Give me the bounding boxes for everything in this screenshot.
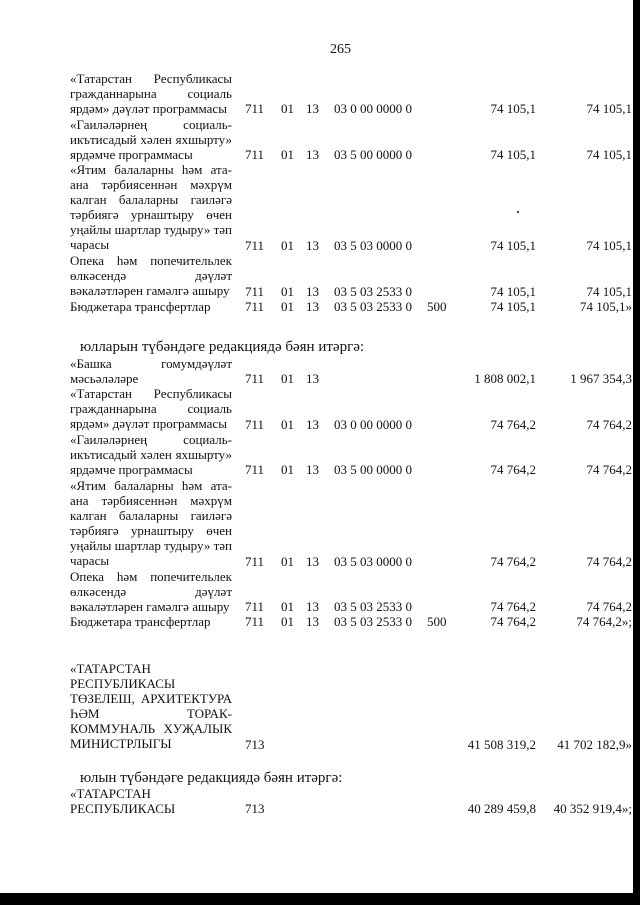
row-name-line: ярдәм» дәүләт программасы — [70, 101, 227, 116]
bottom-scan-edge — [0, 893, 640, 905]
amount-year-2: 74 764,2»; — [576, 614, 632, 630]
subsection-code: 13 — [306, 599, 319, 615]
amount-year-2: 74 105,1 — [586, 238, 632, 254]
row-name-line: гражданнарына социаль — [70, 86, 232, 101]
row-name-line: икътисадый хәлен яхшырту» — [70, 447, 232, 462]
row-name-line: уңайлы шартлар тудыру» тәп — [70, 537, 232, 553]
row-name — [70, 478, 232, 568]
row-name-line: КОММУНАЛЬ ХУҖАЛЫК — [70, 721, 232, 736]
row-name — [70, 162, 232, 252]
row-name — [70, 299, 232, 314]
row-name-line: МИНИСТРЛЫГЫ — [70, 736, 172, 751]
row-name-line: «ТАТАРСТАН — [70, 786, 151, 801]
expense-type-code: 500 — [427, 614, 447, 630]
section-heading: юлын түбәндәге редакциядә бәян итәргә: — [80, 770, 343, 786]
section-code: 01 — [281, 553, 294, 569]
section-code: 01 — [281, 371, 294, 387]
amount-year-2: 74 105,1 — [586, 101, 632, 117]
target-code: 03 5 00 0000 0 — [334, 462, 412, 478]
amount-year-2: 74 105,1 — [586, 283, 632, 299]
row-name-line: «Ятим балаларны һәм ата- — [70, 162, 232, 178]
page-number: 265 — [330, 42, 351, 57]
section-heading: юлларын түбәндәге редакциядә бәян итәргә: — [80, 339, 365, 355]
row-name-line: Опека һәм попечительлек — [70, 253, 232, 269]
section-code: 01 — [281, 599, 294, 615]
row-name-line: ТӨЗЕЛЕШ, АРХИТЕКТУРА — [70, 691, 232, 706]
row-name-line: вәкаләтләрен гамәлгә ашыру — [70, 283, 230, 299]
row-name-line: калган балаларны гаиләгә — [70, 507, 232, 523]
subsection-code: 13 — [306, 238, 319, 254]
ministry-code: 711 — [245, 299, 265, 314]
subsection-code: 13 — [306, 101, 319, 117]
section-code: 01 — [281, 462, 294, 478]
subsection-code: 13 — [306, 462, 319, 478]
amount-year-2: 1 967 354,3 — [570, 371, 632, 387]
section-code: 01 — [281, 614, 294, 630]
row-name — [70, 117, 232, 162]
section-code: 01 — [281, 416, 294, 432]
ministry-code: 711 — [245, 238, 265, 254]
target-code: 03 5 03 2533 0 — [334, 299, 412, 314]
amount-year-2: 40 352 919,4»; — [553, 801, 632, 817]
amount-year-2: 74 764,2 — [586, 462, 632, 478]
section-code: 01 — [281, 299, 294, 314]
section-code: 01 — [281, 238, 294, 254]
subsection-code: 13 — [306, 299, 319, 314]
scan-mark — [517, 211, 519, 213]
subsection-code: 13 — [306, 146, 319, 162]
amount-year-2: 74 105,1 — [586, 146, 632, 162]
row-name-line: гражданнарына социаль — [70, 401, 232, 417]
subsection-code: 13 — [306, 416, 319, 432]
amount-year-2: 74 105,1» — [580, 299, 632, 314]
amount-year-1: 74 105,1 — [490, 299, 536, 314]
row-name — [70, 356, 232, 386]
amount-year-2: 74 764,2 — [586, 599, 632, 615]
amount-year-1: 74 764,2 — [490, 614, 536, 630]
row-name-line: калган балаларны гаиләгә — [70, 192, 232, 208]
ministry-code: 711 — [245, 283, 265, 299]
ministry-code: 711 — [245, 462, 265, 478]
target-code: 03 5 03 2533 0 — [334, 614, 412, 630]
row-name-line: уңайлы шартлар тудыру» тәп — [70, 222, 232, 238]
expense-type-code: 500 — [427, 299, 447, 314]
subsection-code: 13 — [306, 553, 319, 569]
ministry-code: 713 — [245, 801, 265, 817]
target-code: 03 5 03 0000 0 — [334, 553, 412, 569]
row-name-line: чарасы — [70, 552, 110, 568]
target-code: 03 5 03 2533 0 — [334, 599, 412, 615]
subsection-code: 13 — [306, 614, 319, 630]
row-name-line: чарасы — [70, 237, 110, 253]
row-name-line: «Ятим балаларны һәм ата- — [70, 477, 232, 493]
amount-year-1: 74 105,1 — [490, 283, 536, 299]
row-name-line: ҺӘМ ТОРАК- — [70, 706, 232, 721]
row-name-line: РЕСПУБЛИКАСЫ — [70, 676, 176, 691]
section-code: 01 — [281, 283, 294, 299]
row-name-line: вәкаләтләрен гамәлгә ашыру — [70, 598, 230, 614]
amount-year-1: 74 764,2 — [490, 416, 536, 432]
row-name-line: ана тәрбиясеннән мәхрүм — [70, 177, 232, 193]
amount-year-1: 40 289 459,8 — [467, 801, 536, 817]
row-name-line: ярдәмче программасы — [70, 462, 193, 477]
amount-year-1: 74 105,1 — [490, 101, 536, 117]
target-code: 03 0 00 0000 0 — [334, 101, 412, 117]
row-name-line: «Татарстан Республикасы — [70, 71, 232, 86]
ministry-code: 713 — [245, 737, 265, 752]
row-name-line: тәрбиягә урнаштыру өчен — [70, 522, 232, 538]
ministry-code: 711 — [245, 101, 265, 117]
row-name-line: ярдәм» дәүләт программасы — [70, 416, 227, 432]
row-name-line: Опека һәм попечительлек — [70, 568, 232, 584]
row-name — [70, 432, 232, 477]
row-name-line: тәрбиягә урнаштыру өчен — [70, 207, 232, 223]
row-name — [70, 569, 232, 614]
row-name-line: «Татарстан Республикасы — [70, 386, 232, 402]
row-name-line: мәсьәләләре — [70, 371, 139, 386]
target-code: 03 0 00 0000 0 — [334, 416, 412, 432]
ministry-code: 711 — [245, 614, 265, 630]
row-name-line: «Гаиләләрнең социаль- — [70, 116, 232, 132]
section-code: 01 — [281, 146, 294, 162]
row-name-line: «Гаиләләрнең социаль- — [70, 432, 232, 447]
row-name-line: «Башка гомумдәүләт — [70, 356, 232, 371]
amount-year-2: 41 702 182,9» — [557, 737, 632, 752]
row-name — [70, 661, 232, 751]
amount-year-1: 74 764,2 — [490, 553, 536, 569]
ministry-code: 711 — [245, 416, 265, 432]
row-name-line: РЕСПУБЛИКАСЫ — [70, 801, 176, 816]
right-scan-edge — [633, 0, 640, 905]
row-name — [70, 253, 232, 298]
row-name-line: Бюджетара трансфертлар — [70, 614, 211, 630]
section-code: 01 — [281, 101, 294, 117]
target-code: 03 5 03 2533 0 — [334, 283, 412, 299]
row-name-line: ана тәрбиясеннән мәхрүм — [70, 492, 232, 508]
amount-year-2: 74 764,2 — [586, 553, 632, 569]
row-name — [70, 71, 232, 116]
row-name-line: өлкәсендә дәүләт — [70, 583, 232, 599]
ministry-code: 711 — [245, 599, 265, 615]
target-code: 03 5 03 0000 0 — [334, 238, 412, 254]
row-name-line: Бюджетара трансфертлар — [70, 299, 211, 314]
row-name — [70, 614, 232, 629]
row-name — [70, 386, 232, 431]
subsection-code: 13 — [306, 283, 319, 299]
amount-year-1: 74 764,2 — [490, 599, 536, 615]
ministry-code: 711 — [245, 553, 265, 569]
amount-year-1: 74 764,2 — [490, 462, 536, 478]
amount-year-1: 1 808 002,1 — [474, 371, 536, 387]
row-name-line: ярдәмче программасы — [70, 146, 193, 162]
amount-year-1: 41 508 319,2 — [467, 737, 536, 752]
ministry-code: 711 — [245, 371, 265, 387]
row-name-line: «ТАТАРСТАН — [70, 661, 151, 676]
row-name — [70, 786, 232, 816]
row-name-line: өлкәсендә дәүләт — [70, 268, 232, 284]
amount-year-2: 74 764,2 — [586, 416, 632, 432]
amount-year-1: 74 105,1 — [490, 238, 536, 254]
amount-year-1: 74 105,1 — [490, 146, 536, 162]
target-code: 03 5 00 0000 0 — [334, 146, 412, 162]
row-name-line: икътисадый хәлен яхшырту» — [70, 131, 232, 147]
ministry-code: 711 — [245, 146, 265, 162]
subsection-code: 13 — [306, 371, 319, 387]
